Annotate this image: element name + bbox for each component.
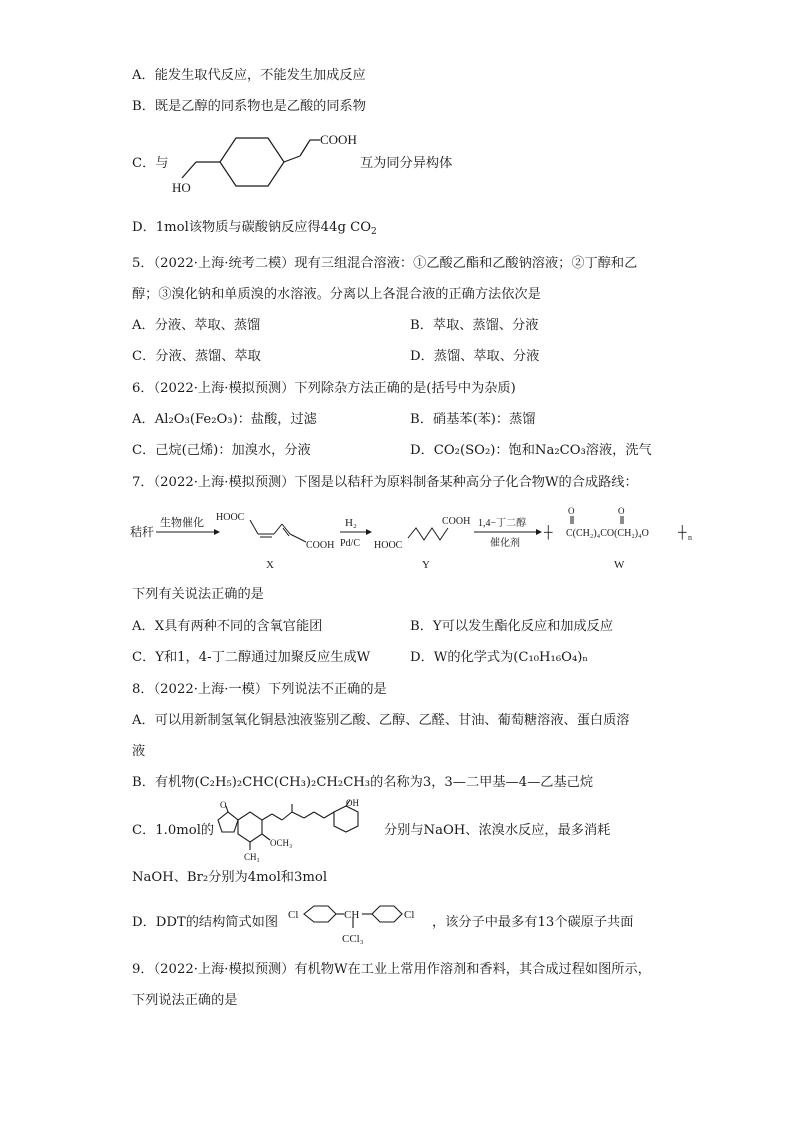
- x-hooc-label: HOOC: [216, 512, 245, 523]
- q4-option-d-text: D．1mol该物质与碳酸钠反应得44g CO: [132, 220, 372, 235]
- q9-stem-line2: 下列说法正确的是: [132, 993, 238, 1008]
- label-y: Y: [422, 559, 430, 571]
- q8-stem: 8．（2022·上海·一模）下列说法不正确的是: [132, 682, 387, 697]
- q4-c-ho-label: HO: [172, 180, 191, 195]
- y-skeleton: [408, 528, 448, 540]
- q5-option-c: C．分液、蒸馏、萃取: [132, 349, 261, 364]
- q6-option-a: A．Al₂O₃(Fe₂O₃)：盐酸，过滤: [132, 412, 317, 427]
- benzene-ring-1: [238, 812, 262, 842]
- q4-option-c-structure: [160, 126, 370, 198]
- q8-option-c-prefix: C．1.0mol的: [132, 823, 215, 838]
- ddt-ring-left: [304, 906, 336, 922]
- q6-option-d: D．CO₂(SO₂)：饱和Na₂CO₃溶液，洗气: [410, 443, 652, 458]
- w-n: n: [688, 533, 692, 542]
- q5-stem-line2: 醇；③溴化钠和单质溴的水溶液。分离以上各混合液的正确方法依次是: [132, 287, 541, 302]
- w-formula: C(CH₂)₄CO(CH₂)₄O: [566, 528, 649, 539]
- q8-option-b: B．有机物(C₂H₅)₂CHC(CH₃)₂CH₂CH₃的名称为3，3—二甲基—4—乙基己烷: [132, 775, 594, 790]
- x-skeleton: [250, 520, 306, 542]
- c-och3-label: OCH₃: [270, 838, 293, 848]
- ddt-ccl3: CCl₃: [342, 933, 364, 945]
- q7-stem: 7．（2022·上海·模拟预测）下图是以秸秆为原料制备某种高分子化合物W的合成路线：: [132, 475, 638, 490]
- q9-stem-line1: 9．（2022·上海·模拟预测）有机物W在工业上常用作溶剂和香料，其合成过程如图所示，: [132, 962, 651, 977]
- scheme-h2-label: H₂: [345, 517, 357, 529]
- cyclohexane-ring: [220, 138, 284, 186]
- y-cooh-label: COOH: [442, 516, 471, 527]
- q7-sub-stem: 下列有关说法正确的是: [132, 587, 264, 602]
- q7-synthesis-scheme: [130, 502, 700, 574]
- ddt-cl-left: Cl: [288, 909, 299, 921]
- c-ch3-label: CH₃: [244, 852, 260, 862]
- q8-option-a-line1: A．可以用新制氢氧化铜悬浊液鉴别乙酸、乙醇、乙醛、甘油、葡萄糖溶液、蛋白质溶: [132, 713, 630, 728]
- q5-option-d: D．蒸馏、萃取、分液: [410, 349, 540, 364]
- scheme-start-label: 秸秆: [130, 525, 155, 539]
- lactone-ring: [218, 812, 238, 832]
- q6-option-c: C．己烷(己烯)：加溴水，分液: [132, 443, 311, 458]
- ddt-cl-right: Cl: [404, 909, 415, 921]
- q6-option-b: B．硝基苯(苯)：蒸馏: [410, 412, 536, 427]
- w-bracket-right: ┼: [678, 525, 687, 539]
- c-oh-label: OH: [346, 798, 359, 808]
- q4-option-a: A．能发生取代反应，不能发生加成反应: [132, 68, 366, 83]
- q8-option-d-prefix: D．DDT的结构简式如图: [132, 915, 279, 930]
- scheme-arrow3-bottom: 催化剂: [490, 538, 520, 549]
- q8-option-a-line2: 液: [132, 744, 146, 759]
- q4-option-c-prefix: C．与: [132, 156, 169, 171]
- q8-option-c-structure: [204, 798, 384, 862]
- q7-option-c: C．Y和1，4-丁二醇通过加聚反应生成W: [132, 650, 371, 665]
- q8-option-c-line2: NaOH、Br₂分别为4mol和3mol: [132, 870, 328, 885]
- x-cooh-label: COOH: [306, 540, 335, 551]
- w-bracket-left: ┼: [544, 525, 553, 539]
- benzene-ring-2: [334, 806, 358, 832]
- ddt-ring-right: [372, 906, 402, 922]
- c-o-label: O: [220, 800, 227, 810]
- q4-option-d: [132, 218, 377, 242]
- q5-option-b: B．萃取、蒸馏、分液: [410, 318, 539, 333]
- q4-option-d-sub: 2: [371, 227, 377, 237]
- q8-option-c-suffix: 分别与NaOH、浓溴水反应，最多消耗: [384, 823, 611, 838]
- label-w: W: [614, 559, 625, 571]
- q4-option-c-suffix: 互为同分异构体: [360, 156, 453, 171]
- w-o1: O: [568, 506, 575, 516]
- q7-option-a: A．X具有两种不同的含氧官能团: [132, 619, 323, 634]
- w-o2: O: [618, 506, 625, 516]
- scheme-arrow1-label: 生物催化: [160, 517, 204, 529]
- y-hooc-label: HOOC: [374, 540, 403, 551]
- q4-c-cooh-label: COOH: [320, 132, 357, 147]
- q8-option-d-ddt-structure: [284, 892, 434, 952]
- q5-stem-line1: 5．（2022·上海·统考二模）现有三组混合溶液：①乙酸乙酯和乙酸钠溶液；②丁醇和乙: [132, 256, 638, 271]
- label-x: X: [266, 559, 274, 571]
- q7-option-d: D．W的化学式为(C₁₀H₁₆O₄)ₙ: [410, 650, 589, 665]
- q5-option-a: A．分液、萃取、蒸馏: [132, 318, 261, 333]
- q6-stem: 6．（2022·上海·模拟预测）下列除杂方法正确的是(括号中为杂质): [132, 381, 516, 396]
- q8-option-d-suffix: ，该分子中最多有13个碳原子共面: [432, 915, 634, 930]
- scheme-arrow3-top: 1,4−丁二醇: [478, 518, 527, 529]
- q7-option-b: B．Y可以发生酯化反应和加成反应: [410, 619, 614, 634]
- scheme-pdc-label: Pd/C: [340, 538, 361, 549]
- ddt-ch: CH: [344, 909, 360, 921]
- q4-option-b: B．既是乙醇的同系物也是乙酸的同系物: [132, 99, 366, 114]
